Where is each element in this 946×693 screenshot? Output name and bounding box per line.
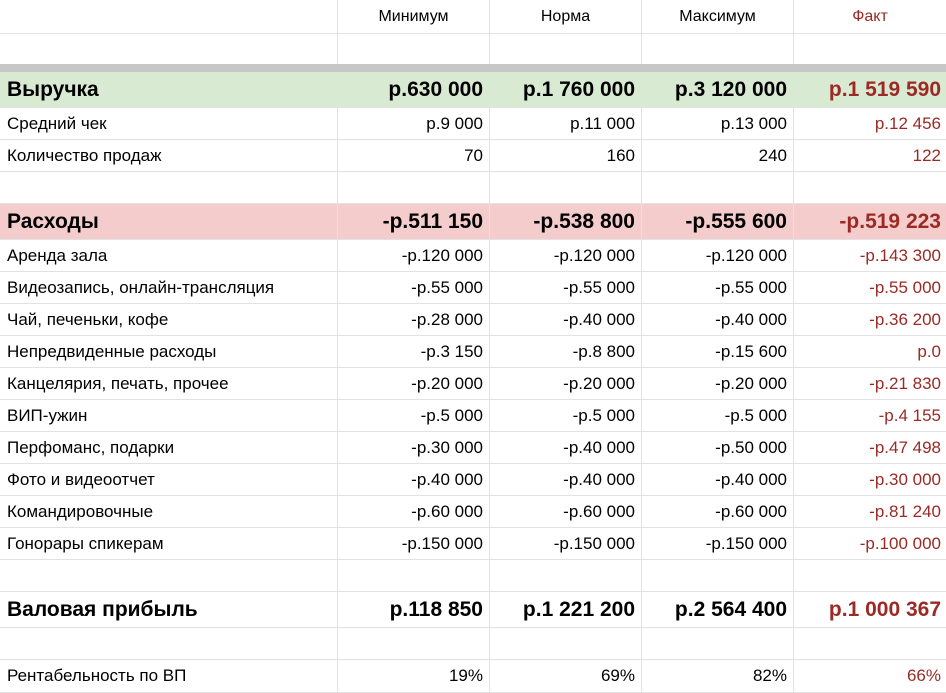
header-min[interactable]: Минимум [338, 0, 490, 34]
empty-cell[interactable] [490, 172, 642, 204]
row-max[interactable]: -р.150 000 [642, 528, 794, 560]
row-fact[interactable]: -р.30 000 [794, 464, 946, 496]
table-row [0, 304, 946, 336]
table-row [0, 336, 946, 368]
empty-cell[interactable] [338, 172, 490, 204]
expenses-max[interactable]: -р.555 600 [642, 204, 794, 240]
row-max[interactable]: р.13 000 [642, 108, 794, 140]
row-fact[interactable]: -р.143 300 [794, 240, 946, 272]
row-label[interactable]: Чай, печеньки, кофе [0, 304, 338, 336]
row-fact[interactable]: -р.55 000 [794, 272, 946, 304]
row-min[interactable]: -р.40 000 [338, 464, 490, 496]
row-min[interactable]: -р.60 000 [338, 496, 490, 528]
profitability-norm[interactable]: 69% [490, 660, 642, 693]
row-max[interactable]: -р.120 000 [642, 240, 794, 272]
row-max[interactable]: -р.50 000 [642, 432, 794, 464]
row-max[interactable]: -р.60 000 [642, 496, 794, 528]
empty-row [0, 560, 946, 592]
empty-cell[interactable] [642, 34, 794, 64]
row-max[interactable]: -р.5 000 [642, 400, 794, 432]
profitability-fact[interactable]: 66% [794, 660, 946, 693]
revenue-fact[interactable]: р.1 519 590 [794, 72, 946, 108]
row-min[interactable]: -р.5 000 [338, 400, 490, 432]
header-fact[interactable]: Факт [794, 0, 946, 34]
row-max[interactable]: -р.40 000 [642, 464, 794, 496]
row-max[interactable]: -р.15 600 [642, 336, 794, 368]
row-label[interactable]: Средний чек [0, 108, 338, 140]
row-label[interactable]: Канцелярия, печать, прочее [0, 368, 338, 400]
empty-cell[interactable] [794, 560, 946, 592]
empty-row [0, 34, 946, 64]
row-fact[interactable]: -р.4 155 [794, 400, 946, 432]
row-fact[interactable]: 122 [794, 140, 946, 172]
row-min[interactable]: -р.120 000 [338, 240, 490, 272]
row-min[interactable]: 70 [338, 140, 490, 172]
row-fact[interactable]: -р.100 000 [794, 528, 946, 560]
row-min[interactable]: -р.28 000 [338, 304, 490, 336]
empty-row [0, 172, 946, 204]
row-max[interactable]: -р.20 000 [642, 368, 794, 400]
empty-cell[interactable] [794, 628, 946, 660]
row-min[interactable]: р.9 000 [338, 108, 490, 140]
row-fact[interactable]: р.12 456 [794, 108, 946, 140]
row-min[interactable]: -р.30 000 [338, 432, 490, 464]
revenue-max[interactable]: р.3 120 000 [642, 72, 794, 108]
empty-cell[interactable] [642, 628, 794, 660]
row-norm[interactable]: 160 [490, 140, 642, 172]
gross-profit-min[interactable]: р.118 850 [338, 592, 490, 628]
row-norm[interactable]: -р.40 000 [490, 464, 642, 496]
revenue-row [0, 72, 946, 108]
row-max[interactable]: -р.40 000 [642, 304, 794, 336]
row-norm[interactable]: -р.8 800 [490, 336, 642, 368]
empty-cell[interactable] [642, 560, 794, 592]
empty-cell[interactable] [794, 172, 946, 204]
expenses-norm[interactable]: -р.538 800 [490, 204, 642, 240]
empty-cell[interactable] [794, 34, 946, 64]
row-min[interactable]: -р.55 000 [338, 272, 490, 304]
gross-profit-max[interactable]: р.2 564 400 [642, 592, 794, 628]
expenses-label[interactable]: Расходы [0, 204, 338, 240]
row-label[interactable]: Количество продаж [0, 140, 338, 172]
table-row [0, 272, 946, 304]
revenue-label[interactable]: Выручка [0, 72, 338, 108]
header-norm[interactable]: Норма [490, 0, 642, 34]
profitability-min[interactable]: 19% [338, 660, 490, 693]
expenses-row [0, 204, 946, 240]
gross-profit-norm[interactable]: р.1 221 200 [490, 592, 642, 628]
profitability-row [0, 660, 946, 693]
row-norm[interactable]: -р.20 000 [490, 368, 642, 400]
table-row [0, 464, 946, 496]
gross-profit-row [0, 592, 946, 628]
empty-cell[interactable] [0, 560, 338, 592]
row-norm[interactable]: -р.120 000 [490, 240, 642, 272]
row-label[interactable]: Командировочные [0, 496, 338, 528]
table-row [0, 368, 946, 400]
table-row [0, 528, 946, 560]
revenue-min[interactable]: р.630 000 [338, 72, 490, 108]
row-norm[interactable]: -р.150 000 [490, 528, 642, 560]
row-min[interactable]: -р.20 000 [338, 368, 490, 400]
header-max[interactable]: Максимум [642, 0, 794, 34]
row-fact[interactable]: -р.36 200 [794, 304, 946, 336]
table-row [0, 108, 946, 140]
row-norm[interactable]: -р.5 000 [490, 400, 642, 432]
gross-profit-fact[interactable]: р.1 000 367 [794, 592, 946, 628]
table-row [0, 496, 946, 528]
empty-cell[interactable] [0, 172, 338, 204]
empty-cell[interactable] [0, 34, 338, 64]
empty-cell[interactable] [642, 172, 794, 204]
profitability-max[interactable]: 82% [642, 660, 794, 693]
row-norm[interactable]: р.11 000 [490, 108, 642, 140]
row-label[interactable]: Видеозапись, онлайн-трансляция [0, 272, 338, 304]
table-row [0, 240, 946, 272]
header-row [0, 0, 946, 34]
row-norm[interactable]: -р.60 000 [490, 496, 642, 528]
empty-cell[interactable] [490, 34, 642, 64]
empty-cell[interactable] [338, 34, 490, 64]
row-label[interactable]: ВИП-ужин [0, 400, 338, 432]
row-min[interactable]: -р.150 000 [338, 528, 490, 560]
row-label[interactable]: Непредвиденные расходы [0, 336, 338, 368]
expenses-min[interactable]: -р.511 150 [338, 204, 490, 240]
row-max[interactable]: 240 [642, 140, 794, 172]
row-max[interactable]: -р.55 000 [642, 272, 794, 304]
row-label[interactable]: Перфоманс, подарки [0, 432, 338, 464]
empty-cell[interactable] [338, 628, 490, 660]
table-row [0, 432, 946, 464]
row-label[interactable]: Аренда зала [0, 240, 338, 272]
expenses-fact[interactable]: -р.519 223 [794, 204, 946, 240]
table-row [0, 400, 946, 432]
row-label[interactable]: Гонорары спикерам [0, 528, 338, 560]
row-min[interactable]: -р.3 150 [338, 336, 490, 368]
row-fact[interactable]: -р.21 830 [794, 368, 946, 400]
empty-cell[interactable] [490, 560, 642, 592]
profitability-label[interactable]: Рентабельность по ВП [0, 660, 338, 693]
row-norm[interactable]: -р.40 000 [490, 432, 642, 464]
revenue-norm[interactable]: р.1 760 000 [490, 72, 642, 108]
row-norm[interactable]: -р.40 000 [490, 304, 642, 336]
empty-cell[interactable] [0, 628, 338, 660]
table-row [0, 140, 946, 172]
empty-cell[interactable] [338, 560, 490, 592]
empty-row [0, 628, 946, 660]
empty-cell[interactable] [490, 628, 642, 660]
row-label[interactable]: Фото и видеоотчет [0, 464, 338, 496]
row-fact[interactable]: -р.81 240 [794, 496, 946, 528]
row-fact[interactable]: р.0 [794, 336, 946, 368]
row-norm[interactable]: -р.55 000 [490, 272, 642, 304]
gross-profit-label[interactable]: Валовая прибыль [0, 592, 338, 628]
row-fact[interactable]: -р.47 498 [794, 432, 946, 464]
header-cell-label[interactable] [0, 0, 338, 34]
frozen-rows-divider[interactable] [0, 64, 946, 72]
